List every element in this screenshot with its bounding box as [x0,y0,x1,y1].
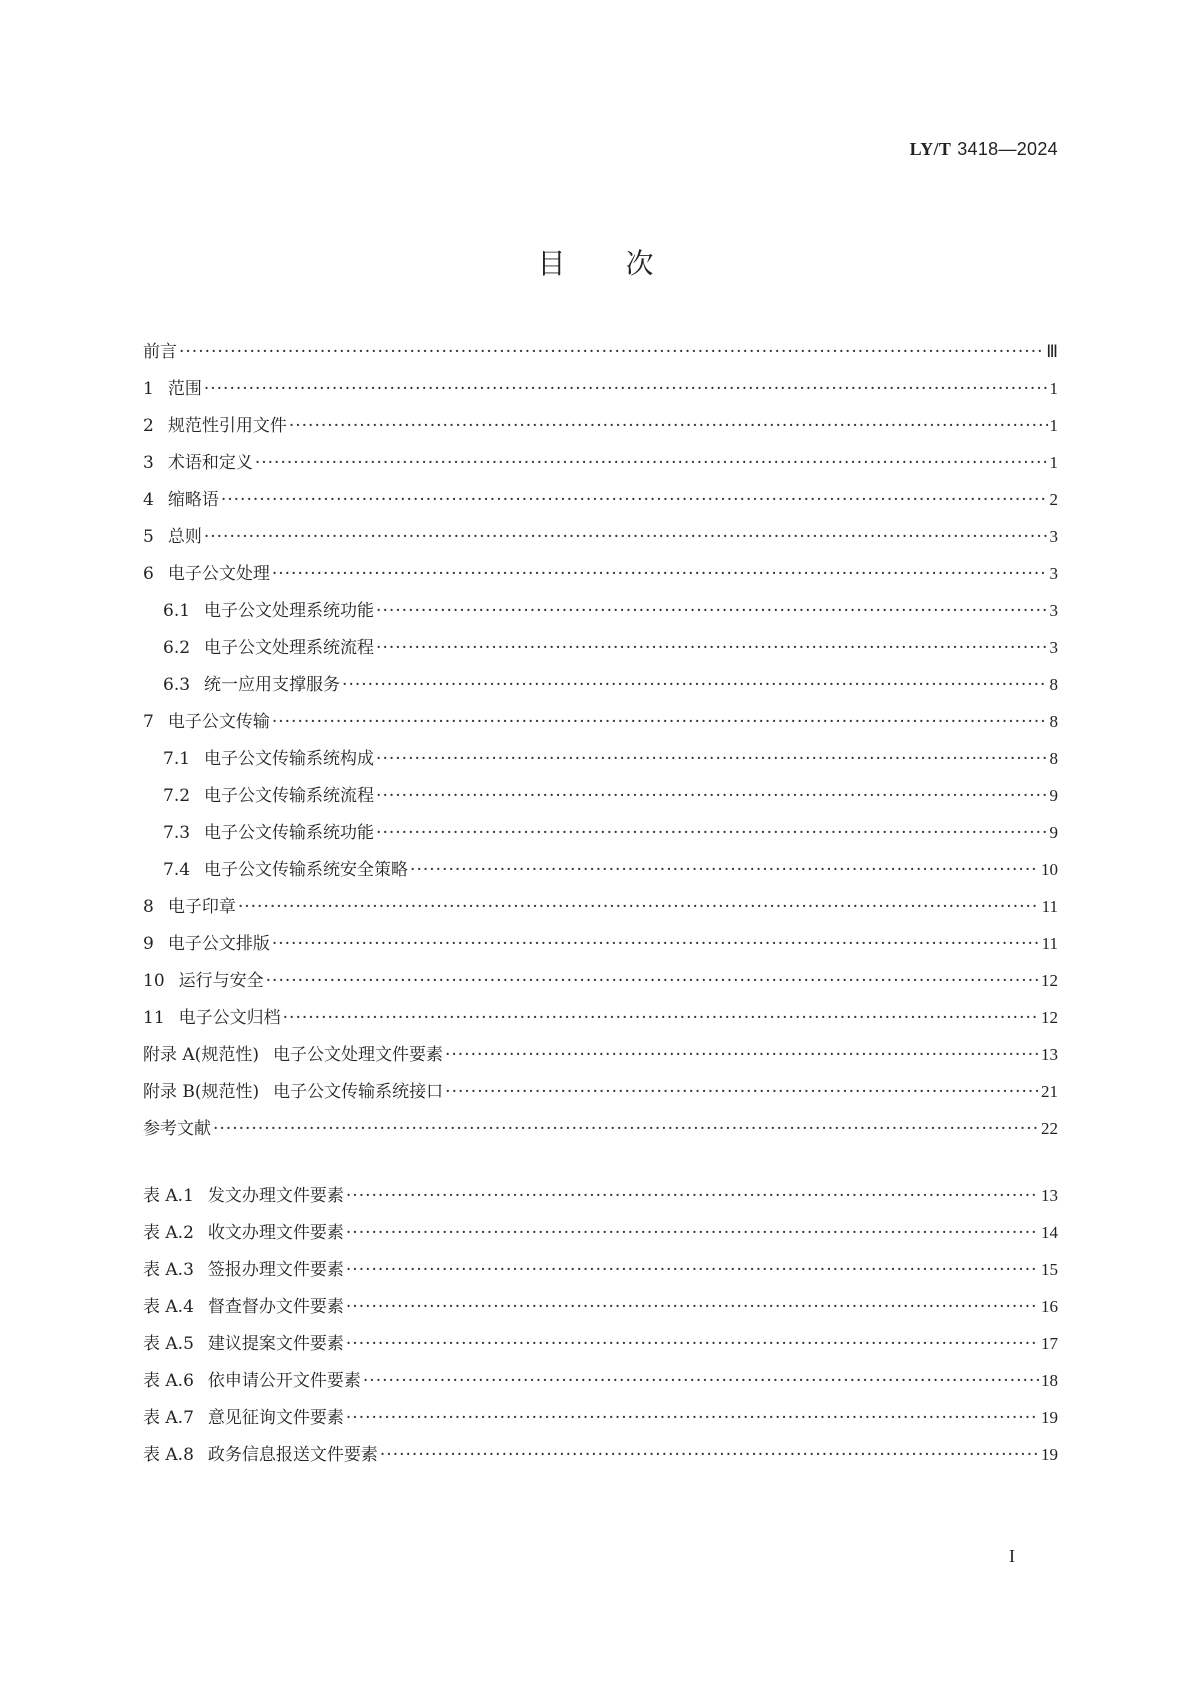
dot-leader [272,712,1048,732]
dot-leader [213,1119,1039,1139]
dot-leader [289,416,1048,436]
dot-leader [410,860,1039,880]
toc-entry-number: 表 A.8 [143,1445,194,1465]
toc-entry-page: 3 [1049,527,1058,546]
dot-leader [376,749,1047,769]
toc-entry-number: 6.3 [163,675,191,695]
toc-entry-number: 3 [143,453,154,473]
toc-entry-title: 收文办理文件要素 [207,1223,344,1243]
dot-leader [376,823,1047,843]
toc-entry-title: 运行与安全 [178,971,264,991]
toc-entry-title: 电子公文处理系统流程 [204,638,375,658]
toc-entry[interactable] [143,1366,1058,1403]
dot-leader [283,1008,1039,1028]
toc-entry-title: 电子印章 [167,897,236,917]
dot-leader [204,527,1048,547]
toc-entry-number: 4 [143,490,154,510]
toc-entry[interactable] [143,596,1058,633]
toc-entry-title: 缩略语 [167,490,219,510]
standard-number [910,139,1058,160]
toc-entry[interactable] [143,1403,1058,1440]
toc-entry[interactable] [143,1077,1058,1114]
toc-entry-page: 1 [1049,453,1058,472]
toc-entry[interactable] [143,781,1058,818]
toc-entry-number: 7 [143,712,154,732]
dot-leader [272,564,1048,584]
toc-entry-number: 1 [143,379,154,399]
toc-entry[interactable] [143,670,1058,707]
dot-leader [342,675,1047,695]
dot-leader [255,453,1048,473]
toc-entry-number: 表 A.5 [143,1334,194,1354]
toc-entry-title: 政务信息报送文件要素 [207,1445,378,1465]
toc-entry[interactable] [143,633,1058,670]
toc-entry[interactable] [143,1255,1058,1292]
toc-entry-title: 电子公文排版 [167,934,270,954]
toc-entry[interactable] [143,966,1058,1003]
toc-entry-page: 9 [1049,786,1058,805]
toc-entry-title: 督查督办文件要素 [207,1297,344,1317]
toc-entry-title: 参考文献 [143,1119,211,1139]
dot-leader [346,1260,1039,1280]
page-title: 目次 [537,247,714,280]
table-of-contents [143,337,1058,1151]
toc-entry[interactable] [143,929,1058,966]
toc-entry-page: 3 [1049,564,1058,583]
dot-leader [346,1334,1039,1354]
toc-entry-page: 3 [1049,601,1058,620]
toc-entry-page: 22 [1041,1119,1058,1138]
toc-entry-number: 附录 A(规范性) [143,1045,259,1065]
toc-entry-page: 12 [1041,971,1058,990]
dot-leader [204,379,1048,399]
dot-leader [376,638,1047,658]
toc-entry-title: 电子公文传输系统构成 [204,749,375,769]
toc-entry[interactable] [143,559,1058,596]
toc-entry-number: 11 [143,1008,165,1028]
toc-entry-title: 依申请公开文件要素 [207,1371,361,1391]
toc-entry[interactable] [143,1181,1058,1218]
dot-leader [346,1186,1039,1206]
toc-entry-title: 电子公文归档 [178,1008,281,1028]
dot-leader [445,1082,1039,1102]
dot-leader [272,934,1040,954]
toc-entry-number: 7.1 [163,749,191,769]
toc-entry-number: 8 [143,897,154,917]
dot-leader [346,1297,1039,1317]
toc-entry-page: 14 [1041,1223,1058,1242]
toc-entry-title: 范围 [167,379,202,399]
dot-leader [266,971,1039,991]
toc-entry-title: 前言 [143,342,177,362]
toc-entry-title: 发文办理文件要素 [207,1186,344,1206]
toc-entry-page: 18 [1041,1371,1058,1390]
toc-entry-number: 附录 B(规范性) [143,1082,260,1102]
toc-entry-title: 建议提案文件要素 [207,1334,344,1354]
toc-entry[interactable] [143,448,1058,485]
toc-entry[interactable] [143,1003,1058,1040]
dot-leader [376,601,1047,621]
toc-entry[interactable] [143,522,1058,559]
toc-entry-page: 8 [1049,749,1058,768]
toc-entry[interactable] [143,485,1058,522]
toc-entry-page: 12 [1041,1008,1058,1027]
standard-year: 3418—2024 [957,139,1058,159]
toc-entry[interactable] [143,707,1058,744]
toc-entry-number: 10 [143,971,165,991]
toc-entry-number: 表 A.7 [143,1408,194,1428]
toc-entry-title: 电子公文处理系统功能 [204,601,375,621]
dot-leader [363,1371,1039,1391]
toc-entry-page: 9 [1049,823,1058,842]
toc-entry-title: 电子公文传输系统功能 [204,823,375,843]
toc-entry-page: 13 [1041,1186,1058,1205]
toc-entry-page: 21 [1041,1082,1058,1101]
dot-leader [221,490,1048,510]
toc-entry-number: 2 [143,416,154,436]
toc-entry-page: 1 [1049,416,1058,435]
dot-leader [380,1445,1039,1465]
toc-entry[interactable] [143,337,1058,374]
toc-entry-number: 表 A.4 [143,1297,194,1317]
toc-entry-title: 电子公文处理 [167,564,270,584]
toc-entry-title: 统一应用支撑服务 [204,675,341,695]
toc-entry-title: 电子公文传输系统接口 [273,1082,444,1102]
toc-entry[interactable] [143,818,1058,855]
toc-entry-page: 19 [1041,1445,1058,1464]
toc-entry-page: 16 [1041,1297,1058,1316]
toc-entry-number: 7.4 [163,860,191,880]
toc-entry-number: 表 A.1 [143,1186,194,1206]
toc-entry[interactable] [143,1292,1058,1329]
toc-entry-page: 10 [1041,860,1058,879]
toc-entry-number: 6 [143,564,154,584]
toc-entry-page: 11 [1041,934,1058,953]
toc-entry-title: 电子公文传输系统安全策略 [204,860,409,880]
toc-entry[interactable] [143,1329,1058,1366]
toc-entry-page: Ⅲ [1046,342,1058,361]
toc-entry-number: 7.2 [163,786,191,806]
dot-leader [179,342,1044,362]
standard-code: LY/T [909,139,952,159]
toc-entry-page: 8 [1049,712,1058,731]
toc-entry-number: 6.1 [163,601,191,621]
toc-entry-number: 6.2 [163,638,191,658]
toc-entry-title: 电子公文传输 [167,712,270,732]
toc-entry[interactable] [143,1040,1058,1077]
toc-entry-number: 5 [143,527,154,547]
toc-entry-page: 8 [1049,675,1058,694]
toc-entry-number: 9 [143,934,154,954]
toc-entry-title: 规范性引用文件 [167,416,287,436]
toc-entry-title: 术语和定义 [167,453,253,473]
dot-leader [238,897,1040,917]
toc-entry[interactable] [143,1218,1058,1255]
toc-entry-title: 电子公文传输系统流程 [204,786,375,806]
toc-entry[interactable] [143,1114,1058,1151]
toc-entry-page: 13 [1041,1045,1058,1064]
toc-entry[interactable] [143,892,1058,929]
dot-leader [445,1045,1039,1065]
toc-entry-title: 总则 [167,527,202,547]
dot-leader [376,786,1047,806]
toc-entry-number: 表 A.6 [143,1371,194,1391]
toc-entry-number: 7.3 [163,823,191,843]
toc-entry-page: 19 [1041,1408,1058,1427]
dot-leader [346,1408,1039,1428]
toc-entry-title: 意见征询文件要素 [207,1408,344,1428]
toc-entry-title: 签报办理文件要素 [207,1260,344,1280]
list-of-tables [143,1181,1058,1477]
toc-entry-page: 2 [1049,490,1058,509]
toc-entry[interactable] [143,855,1058,892]
page-number: I [1009,1546,1015,1566]
toc-entry-page: 15 [1041,1260,1058,1279]
toc-entry-page: 17 [1041,1334,1058,1353]
toc-entry-number: 表 A.3 [143,1260,194,1280]
dot-leader [346,1223,1039,1243]
toc-entry[interactable] [143,744,1058,781]
toc-entry-number: 表 A.2 [143,1223,194,1243]
toc-entry-page: 3 [1049,638,1058,657]
toc-entry-title: 电子公文处理文件要素 [272,1045,443,1065]
toc-entry-page: 11 [1041,897,1058,916]
toc-entry[interactable] [143,374,1058,411]
toc-entry[interactable] [143,411,1058,448]
toc-entry[interactable] [143,1440,1058,1477]
toc-entry-page: 1 [1049,379,1058,398]
